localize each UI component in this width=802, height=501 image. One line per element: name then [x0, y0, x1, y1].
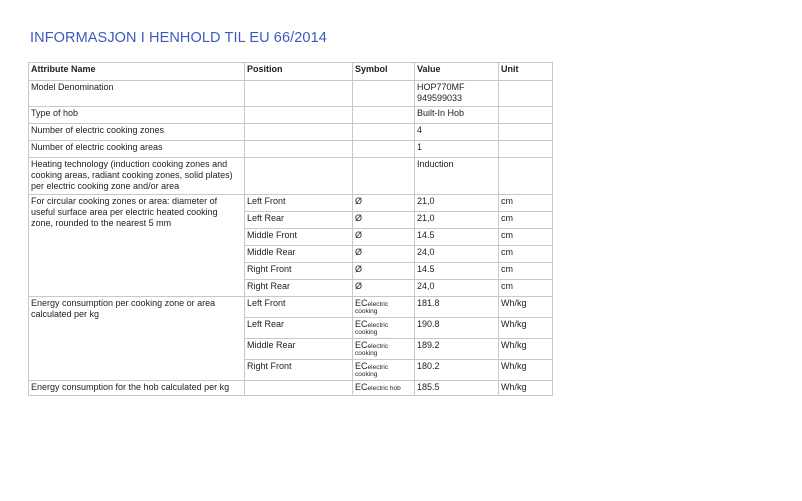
- header-symbol: Symbol: [353, 63, 415, 81]
- position-cell: Right Front: [245, 360, 353, 381]
- symbol-ec: EC: [355, 298, 368, 308]
- attribute-label: Energy consumption for the hob calculated per kg: [29, 381, 245, 396]
- value-cell: 180.2: [415, 360, 499, 381]
- attribute-label: Model Denomination: [29, 81, 245, 107]
- unit-cell: [499, 124, 553, 141]
- symbol-ec: EC: [355, 340, 368, 350]
- value-cell: 185.5: [415, 381, 499, 396]
- table-row: [29, 381, 553, 396]
- symbol-cell: Ø: [353, 212, 415, 229]
- symbol-subscript: electric: [367, 301, 389, 308]
- position-cell: [245, 81, 353, 107]
- symbol-cell: Ø: [353, 280, 415, 297]
- header-unit: Unit: [499, 63, 553, 81]
- value-cell: 181.8: [415, 297, 499, 318]
- value-cell: 21,0: [415, 195, 499, 212]
- value-cell: 14.5: [415, 229, 499, 246]
- position-cell: Middle Rear: [245, 246, 353, 263]
- table-row: [29, 141, 553, 158]
- model-number: 949599033: [417, 93, 463, 103]
- unit-cell: cm: [499, 246, 553, 263]
- position-cell: [245, 381, 353, 396]
- value-cell: 190.8: [415, 318, 499, 339]
- header-attribute-name: Attribute Name: [29, 63, 245, 81]
- unit-cell: [499, 158, 553, 195]
- unit-cell: Wh/kg: [499, 318, 553, 339]
- table-row: [29, 195, 553, 212]
- energy-info-table: [28, 62, 553, 396]
- symbol-cell: Ø: [353, 195, 415, 212]
- table-row: [29, 297, 553, 318]
- unit-cell: [499, 141, 553, 158]
- position-cell: Left Rear: [245, 212, 353, 229]
- symbol-subscript: electric: [367, 364, 389, 371]
- position-cell: Left Front: [245, 195, 353, 212]
- table-row: [29, 107, 553, 124]
- unit-cell: [499, 107, 553, 124]
- table-header-row: [29, 63, 553, 81]
- position-cell: [245, 141, 353, 158]
- position-cell: [245, 158, 353, 195]
- symbol-ec: EC: [355, 382, 368, 392]
- value-cell: 14.5: [415, 263, 499, 280]
- symbol-cell: [353, 381, 415, 396]
- attribute-label: Heating technology (induction cooking zones and cooking areas, radiant cooking zones, solid plates) per electric cooking zone and/or area: [29, 158, 245, 195]
- symbol-cell: [353, 81, 415, 107]
- unit-cell: cm: [499, 212, 553, 229]
- attribute-label: Number of electric cooking zones: [29, 124, 245, 141]
- position-cell: [245, 124, 353, 141]
- table-row: [29, 158, 553, 195]
- attribute-label: Type of hob: [29, 107, 245, 124]
- value-cell: Built-In Hob: [415, 107, 499, 124]
- value-cell: [415, 81, 499, 107]
- unit-cell: cm: [499, 280, 553, 297]
- symbol-cell: [353, 141, 415, 158]
- unit-cell: Wh/kg: [499, 381, 553, 396]
- unit-cell: cm: [499, 229, 553, 246]
- value-cell: 21,0: [415, 212, 499, 229]
- unit-cell: Wh/kg: [499, 339, 553, 360]
- symbol-cell: [353, 360, 415, 381]
- unit-cell: cm: [499, 263, 553, 280]
- position-cell: [245, 107, 353, 124]
- value-cell: 1: [415, 141, 499, 158]
- value-cell: 24,0: [415, 246, 499, 263]
- symbol-subscript: cooking: [355, 308, 378, 315]
- symbol-cell: [353, 107, 415, 124]
- symbol-cell: Ø: [353, 229, 415, 246]
- attribute-label: Number of electric cooking areas: [29, 141, 245, 158]
- unit-cell: Wh/kg: [499, 297, 553, 318]
- symbol-cell: [353, 339, 415, 360]
- attribute-label: Energy consumption per cooking zone or area calculated per kg: [29, 297, 245, 381]
- header-value: Value: [415, 63, 499, 81]
- symbol-subscript: electric hob: [367, 385, 401, 392]
- position-cell: Right Front: [245, 263, 353, 280]
- symbol-ec: EC: [355, 319, 368, 329]
- symbol-subscript: cooking: [355, 350, 378, 357]
- header-position: Position: [245, 63, 353, 81]
- symbol-cell: Ø: [353, 263, 415, 280]
- symbol-cell: [353, 297, 415, 318]
- symbol-ec: EC: [355, 361, 368, 371]
- unit-cell: cm: [499, 195, 553, 212]
- model-name: HOP770MF: [417, 82, 465, 92]
- symbol-subscript: cooking: [355, 329, 378, 336]
- symbol-cell: [353, 158, 415, 195]
- table-row: [29, 124, 553, 141]
- symbol-cell: Ø: [353, 246, 415, 263]
- page-title: INFORMASJON I HENHOLD TIL EU 66/2014: [30, 30, 327, 46]
- symbol-subscript: electric: [367, 343, 389, 350]
- attribute-label: For circular cooking zones or area: diameter of useful surface area per electric heated cooking zone, rounded to the nearest 5 mm: [29, 195, 245, 297]
- position-cell: Left Front: [245, 297, 353, 318]
- position-cell: Left Rear: [245, 318, 353, 339]
- unit-cell: Wh/kg: [499, 360, 553, 381]
- table-row: [29, 81, 553, 107]
- position-cell: Middle Rear: [245, 339, 353, 360]
- symbol-subscript: electric: [367, 322, 389, 329]
- value-cell: 189.2: [415, 339, 499, 360]
- unit-cell: [499, 81, 553, 107]
- symbol-subscript: cooking: [355, 371, 378, 378]
- symbol-cell: [353, 318, 415, 339]
- value-cell: Induction: [415, 158, 499, 195]
- symbol-cell: [353, 124, 415, 141]
- value-cell: 24,0: [415, 280, 499, 297]
- value-cell: 4: [415, 124, 499, 141]
- position-cell: Right Rear: [245, 280, 353, 297]
- position-cell: Middle Front: [245, 229, 353, 246]
